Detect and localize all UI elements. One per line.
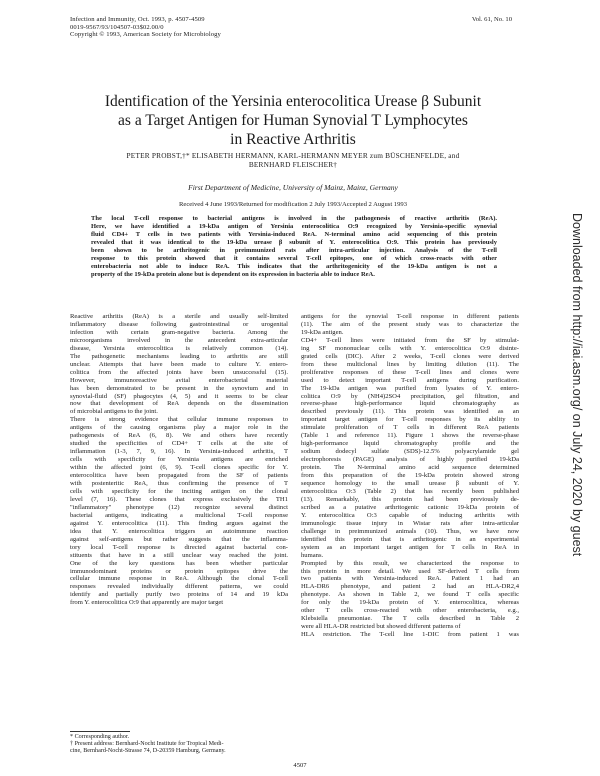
body-text-line: immunologic tissue injury in Wistar rats after intra-articular xyxy=(301,519,519,527)
body-text-line: from this preparation of the 19-kDa protein showed strong xyxy=(301,472,519,480)
body-text-line: used to detect important T-cell antigens during purification. xyxy=(301,376,519,384)
body-text-line: from these multiclonal lines by limiting dilution (11). The xyxy=(301,360,519,368)
article-title xyxy=(68,92,518,149)
body-text-line: other T cells cross-reacted with other enterobacteria, e.g., xyxy=(301,607,519,615)
title-line: as a Target Antigen for Human Synovial T Lymphocytes xyxy=(118,112,468,129)
footnote-present-address-cont: cine, Bernhard-Nocht-Strasse 74, D-20359 Hamburg, Germany. xyxy=(70,748,226,755)
body-text-line: HLA-DR6 phenotype, and patient 2 had an HLA-DR2,4 xyxy=(301,583,519,591)
body-text-line: 19-kDa antigen. xyxy=(301,328,344,336)
body-text-line: reverse-phase high-performance liquid chromatography as xyxy=(301,400,519,408)
body-text-line: The 19-kDa antigen was purified from lysates of Y. entero- xyxy=(301,384,519,392)
body-text-line: antigens for the synovial T-cell response in different patients xyxy=(301,313,519,320)
body-text-line: (13). Remarkably, this protein had been previously de- xyxy=(301,495,519,503)
body-text-line: described previously (11). This protein was identified as an xyxy=(301,408,519,416)
body-text-line: disease, Yersinia enterocolitica is relatively common (14). xyxy=(70,344,288,352)
received-dates: Received 4 June 1993/Returned for modification 2 July 1993/Accepted 2 August 1993 xyxy=(179,201,407,208)
body-text-line: antigens of the causing organisms play a major role in the xyxy=(70,424,288,432)
body-text-line: inflammatory disease following gastrointestinal or urogenital xyxy=(70,320,288,328)
journal-header xyxy=(70,16,221,39)
body-text-line: of microbial antigens to the joint. xyxy=(70,408,158,416)
body-text-line: cellular immune response in ReA. Although the clonal T-cell xyxy=(70,575,288,583)
body-text-line: responses revealed individually different patterns, we could xyxy=(70,583,288,591)
body-text-line: CD4+ T-cell lines were initiated from the SF by stimulat- xyxy=(301,336,519,344)
volume-number: Vol. 61, No. 10 xyxy=(471,16,512,23)
author-list xyxy=(68,151,518,169)
body-text-line: sequence homology to the small urease β subunit of Y. xyxy=(301,480,519,488)
body-text-line: microorganisms involved in the antecedent extra-articular xyxy=(70,336,288,344)
header-copyright: Copyright © 1993, American Society for Microbiology xyxy=(70,31,221,39)
abstract-line: been shown to be arthritogenic in preimmunized rats after intra-articular injection. Analysis of the T-cell xyxy=(91,247,497,255)
body-text-line: enterocolitica have been propagated from the SF of patients xyxy=(70,472,288,480)
body-text-line: There is strong evidence that cellular immune responses to xyxy=(70,416,288,424)
body-text-line: Y. enterocolitica O:3 capable of inducing arthritis with xyxy=(301,511,519,519)
body-text-line: idea that Y. enterocolitica triggers an autoimmune reaction xyxy=(70,527,288,535)
author-line: PETER PROBST,†* ELISABETH HERMANN, KARL-HERMANN MEYER zum BÜSCHENFELDE, and xyxy=(126,151,460,160)
abstract-line: revealed that it was identical to the 19-kDa urease β subunit of Y. enterocolitica O:9. This protein has previously xyxy=(91,239,497,247)
abstract-line: The local T-cell response to bacterial antigens is involved in the pathogenesis of reactive arthritis (ReA). xyxy=(91,215,497,222)
body-text-line: protein. The N-terminal amino acid sequence determined xyxy=(301,464,519,472)
footnote-rule xyxy=(70,731,130,732)
abstract-line: fluid CD4+ T cells in two patients with Yersinia-induced ReA. N-terminal amino acid sequencing of this protein xyxy=(91,231,497,239)
body-column-right xyxy=(301,313,519,639)
body-text-line: Prompted by this result, we characterized the response to xyxy=(301,559,519,567)
abstract-line: Here, we have identified a 19-kDa antigen of Yersinia enterocolitica O:9 recognized by Yersinia-specific synovial xyxy=(91,223,497,231)
body-text-line: identified this protein that is arthritogenic in an experimental xyxy=(301,535,519,543)
body-text-line: stimulate proliferation of T cells in different ReA patients xyxy=(301,424,519,432)
page-number: 4507 xyxy=(293,762,307,769)
body-text-line: humans. xyxy=(301,551,324,559)
body-text-line: Klebsiella pneumoniae. The T cells described in Table 2 xyxy=(301,615,519,623)
body-text-line: HLA restriction. The T-cell line 1-DIC from patient 1 was xyxy=(301,631,519,639)
body-text-line: for only the 19-kDa protein of Y. enterocolitica, whereas xyxy=(301,599,519,607)
body-text-line: "inflammatory" phenotype (12) recognize several distinct xyxy=(70,503,288,511)
body-text-line: grated cells (DIC). After 2 weeks, T-cell clones were derived xyxy=(301,352,519,360)
body-text-line: high-performance liquid chromatography profile and the xyxy=(301,440,519,448)
body-text-line: sodium dodecyl sulfate (SDS)-12.5% polyacrylamide gel xyxy=(301,448,519,456)
body-column-left xyxy=(70,313,288,607)
body-text-line: challenge in preimmunized animals (10). Thus, we have now xyxy=(301,527,519,535)
body-text-line: proliferative responses of these T-cell lines and clones were xyxy=(301,368,519,376)
body-text-line: phenotype. As shown in Table 2, we found T cells specific xyxy=(301,591,519,599)
body-text-line: ing SF mononuclear cells with Y. enterocolitica O:9 disinte- xyxy=(301,344,519,352)
body-text-line: this protein in more detail. We used SF-derived T cells from xyxy=(301,567,519,575)
body-text-line: cells with specificity for the inciting antigen on the clonal xyxy=(70,487,288,495)
body-text-line: stituents that have in a still unclear way reached the joint. xyxy=(70,551,288,559)
body-text-line: two patients with Yersinia-induced ReA. Patient 1 had an xyxy=(301,575,519,583)
body-text-line: immunodominant proteins or protein epitopes drive the xyxy=(70,567,288,575)
body-text-line: The pathogenetic mechanisms leading to arthritis are still xyxy=(70,352,288,360)
body-text-line: (11). The aim of the present study was to characterize the xyxy=(301,320,519,328)
body-text-line: scribed as a putative arthritogenic cationic 19-kDa protein of xyxy=(301,503,519,511)
body-text-line: against Y. enterocolitica (11). This finding argues against the xyxy=(70,519,288,527)
body-text-line: However, immunoreactive avital enterobacterial material xyxy=(70,376,288,384)
body-text-line: Reactive arthritis (ReA) is a sterile and usually self-limited xyxy=(70,313,288,320)
body-text-line: electrophoresis (PAGE) analysis of highly purified 19-kDa xyxy=(301,456,519,464)
body-text-line: system as an important target antigen for T cells in ReA in xyxy=(301,543,519,551)
body-text-line: bacterial antigens, indicating a multiclonal T-cell response xyxy=(70,511,288,519)
body-text-line: synovial-fluid (SF) phagocytes (4, 5) and it seems to be clear xyxy=(70,392,288,400)
body-text-line: were all HLA-DR restricted but showed different patterns of xyxy=(301,623,461,631)
body-text-line: pathogenesis of ReA (6, 8). We and others have recently xyxy=(70,432,288,440)
abstract-line: enterobacteria not able to induce ReA. This indicates that the arthritogenicity of the 19-kDa antigen is not a xyxy=(91,263,497,271)
body-text-line: cells with specificity for Yersinia antigens are enriched xyxy=(70,456,288,464)
body-text-line: with postenteritic ReA, thus confirming the presence of T xyxy=(70,480,288,488)
body-text-line: colitica O:9 by (NH4)2SO4 precipitation, gel filtration, and xyxy=(301,392,519,400)
body-text-line: identify and partially purify two proteins of 14 and 19 kDa xyxy=(70,591,288,599)
body-text-line: unclear. Attempts that have been made to culture Y. entero- xyxy=(70,360,288,368)
affiliation: First Department of Medicine, University of Mainz, Mainz, Germany xyxy=(188,183,398,192)
footnotes xyxy=(70,734,290,756)
body-text-line: has been demonstrated to be present in the synovium and in xyxy=(70,384,288,392)
body-text-line: colitica from the affected joints have been unsuccessful (15). xyxy=(70,368,288,376)
abstract-line: property of the 19-kDa protein alone but is dependent on its expression in bacteria able to induce ReA. xyxy=(91,271,375,279)
footnote-corresponding: * Corresponding author. xyxy=(70,734,130,740)
title-line: Identification of the Yersinia enterocolitica Urease β Subunit xyxy=(104,93,482,110)
download-notice: Downloaded from http://iai.asm.org/ on July 24, 2020 by guest xyxy=(570,213,584,557)
body-text-line: studied the specificities of CD4+ T cells at the site of xyxy=(70,440,288,448)
body-text-line: One of the key questions has been whether particular xyxy=(70,559,288,567)
author-line: BERNHARD FLEISCHER† xyxy=(248,160,338,169)
body-text-line: within the affected joint (6, 9). T-cell clones specific for Y. xyxy=(70,464,288,472)
header-issn: 0019-9567/93/104507-03$02.00/0 xyxy=(70,23,164,31)
body-text-line: from Y. enterocolitica O:9 that apparently are major target xyxy=(70,599,224,607)
body-text-line: important target antigen for T-cell responses by its ability to xyxy=(301,416,519,424)
body-text-line: infection with certain gram-negative bacteria. Among the xyxy=(70,328,288,336)
footnote-present-address: † Present address: Bernhard-Nocht Institute for Tropical Medi- xyxy=(70,741,224,748)
abstract-line: response to this protein showed that it contains several T-cell epitopes, one of which cross-reacts with other xyxy=(91,255,497,263)
abstract xyxy=(91,215,497,279)
title-line: in Reactive Arthritis xyxy=(230,131,356,148)
body-text-line: level (7, 16). These clones that express exclusively the TH1 xyxy=(70,495,288,503)
body-text-line: tory local T-cell response is directed against bacterial con- xyxy=(70,543,288,551)
header-citation: Infection and Immunity, Oct. 1993, p. 4507-4509 xyxy=(70,16,205,23)
body-text-line: against self-antigens but rather suggests that the inflamma- xyxy=(70,535,288,543)
body-text-line: enterocolitica O:3 (Table 2) that has recently been published xyxy=(301,487,519,495)
body-text-line: (Table 1 and reference 11). Figure 1 shows the reverse-phase xyxy=(301,432,519,440)
body-text-line: now that development of ReA depends on the dissemination xyxy=(70,400,288,408)
body-text-line: inflammation (1-3, 7, 9, 16). In Yersinia-induced arthritis, T xyxy=(70,448,288,456)
